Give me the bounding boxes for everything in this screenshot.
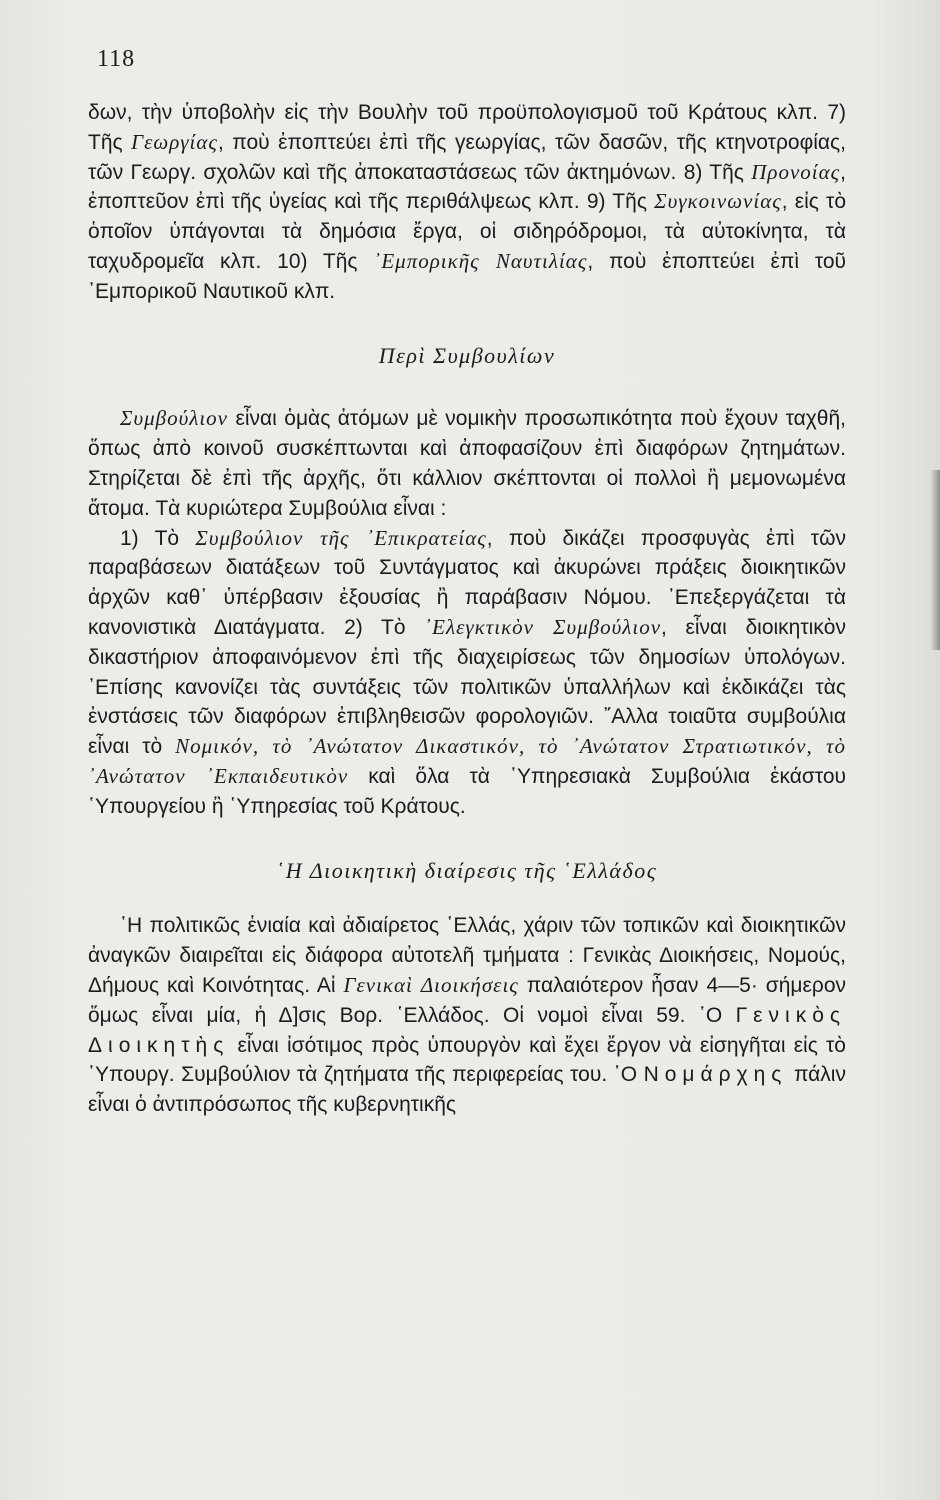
page-edge-shadow xyxy=(930,470,940,650)
text-run: , ποὺ δικάζει προσφυγὰς ἐπὶ τῶν παραβάσεων διατάξεων τοῦ Συντάγματος καὶ ἀκυρώνει πράξεις διοικητικῶν ἀρχῶν καθ᾿ ὑπέρβασιν ἐξουσίας ἢ παράβασιν Νόμου. ᾿Επεξεργάζεται τὰ κανονιστικὰ Διατάγματα. 2) Τὸ xyxy=(88,526,846,639)
italic-term: Γενικαὶ Διοικήσεις xyxy=(343,972,519,997)
italic-term: Συμβούλιον τῆς ᾿Επικρατείας xyxy=(195,525,487,550)
text-run: ῾Η πολιτικῶς ἑνιαία καὶ ἀδιαίρετος ῾Ελλάς, χάριν τῶν τοπικῶν καὶ διοικητικῶν ἀναγκῶν διαιρεῖται εἰς διάφορα αὐτοτελῆ τμήματα : Γενικὰς Διοικήσεις, Νομούς, Δήμους καὶ Κοινότητας. Αἱ xyxy=(88,914,846,997)
text-run: εἶναι ὁμὰς ἀτόμων μὲ νομικὴν προσωπικότητα ποὺ ἔχουν ταχθῆ, ὅπως ἀπὸ κοινοῦ συσκέπτωνται καὶ ἀποφασίζουν ἐπὶ διαφόρων ζητημάτων. Στηρίζεται δὲ ἐπὶ τῆς ἀρχῆς, ὅτι κάλλιον σκέπτονται οἱ πολλοὶ ἢ μεμονωμένα ἄτομα. Τὰ κυριώτερα Συμβούλια εἶναι : xyxy=(88,407,846,520)
spaced-term: Γενικὸς Διοικητὴς xyxy=(88,1003,846,1057)
text-run: , εἰς τὸ ὁποῖον ὑπάγονται τὰ δημόσια ἔργα, οἱ σιδηρόδρομοι, τὰ αὐτοκίνητα, τὰ ταχυδρομεῖα κλπ. 10) Τῆς xyxy=(88,190,846,273)
paragraph-administrative-division xyxy=(88,911,846,1120)
italic-term: Συγκοινωνίας xyxy=(654,189,782,214)
section-heading-administrative-division: ῾Η Διοικητικὴ διαίρεσις τῆς ῾Ελλάδος xyxy=(276,857,658,883)
text-run: παλαιότερον ἦσαν 4—5· σήμερον ὅμως εἶναι μία, ἡ Δ]σις Βορ. ῾Ελλάδος. Οἱ νομοὶ εἶναι 59. ῾Ο xyxy=(88,973,846,1027)
section-heading-councils: Περὶ Συμβουλίων xyxy=(378,342,556,368)
italic-term: Προνοίας xyxy=(751,159,841,184)
italic-term: Συμβούλιον xyxy=(120,406,229,431)
spaced-term: Νομάρχης xyxy=(643,1063,788,1087)
text-run: εἶναι ἰσότιμος πρὸς ὑπουργὸν καὶ ἔχει ἔργον νὰ εἰσηγῆται εἰς τὸ ῾Υπουργ. Συμβούλιον τὰ ζητήματα τῆς περιφερείας του. ῾Ο xyxy=(88,1033,846,1087)
page-number: 118 xyxy=(97,46,136,72)
italic-term: Γεωργίας xyxy=(131,129,218,154)
text-run: , ἐποπτεῦον ἐπὶ τῆς ὑγείας καὶ τῆς περιθάλψεως κλπ. 9) Τῆς xyxy=(88,160,846,214)
text-run: , εἶναι διοικητικὸν δικαστήριον ἀποφαινόμενον ἐπὶ τῆς διαχειρίσεως τῶν δημοσίων ὑπολόγων. ᾿Επίσης κανονίζει τὰς συντάξεις τῶν πολιτικῶν ὑπαλλήλων καὶ ἐκδικάζει τὰς ἐνστάσεις τῶν διαφόρων ἐπιβληθεισῶν φορολογιῶν. ῎Αλλα τοιαῦτα συμβούλια εἶναι τὸ xyxy=(88,615,846,759)
page-body xyxy=(88,98,846,1120)
text-run: , ποὺ ἐποπτεύει ἐπὶ τῆς γεωργίας, τῶν δασῶν, τῆς κτηνοτροφίας, τῶν Γεωργ. σχολῶν καὶ τῆς ἀποκαταστάσεως τῶν ἀκτημόνων. 8) Τῆς xyxy=(88,130,846,184)
paragraph-council-list xyxy=(88,524,846,822)
text-run: , ποὺ ἐποπτεύει ἐπὶ τοῦ ᾿Εμπορικοῦ Ναυτικοῦ κλπ. xyxy=(88,249,846,303)
text-run: πάλιν εἶναι ὁ ἀντιπρόσωπος τῆς κυβερνητικῆς xyxy=(88,1063,846,1117)
text-run: δων, τὴν ὑποβολὴν εἰς τὴν Βουλὴν τοῦ προϋπολογισμοῦ τοῦ Κράτους κλπ. 7) Τῆς xyxy=(88,101,846,154)
text-run: καὶ ὅλα τὰ ῾Υπηρεσιακὰ Συμβούλια ἑκάστου ῾Υπουργείου ἢ ῾Υπηρεσίας τοῦ Κράτους. xyxy=(88,764,846,818)
italic-term: ᾿Εμπορικῆς Ναυτιλίας xyxy=(373,248,588,273)
italic-term: Νομικόν, τὸ ᾿Ανώτατον Δικαστικόν, τὸ ᾿Ανώτατον Στρατιωτικόν, τὸ ᾿Ανώτατον ᾿Εκπαιδευτικὸν xyxy=(88,734,846,788)
paragraph-council-definition xyxy=(88,404,846,523)
text-run: 1) Τὸ xyxy=(120,526,196,550)
paragraph-ministries xyxy=(88,98,846,307)
italic-term: ᾿Ελεγκτικὸν Συμβούλιον xyxy=(424,614,662,639)
